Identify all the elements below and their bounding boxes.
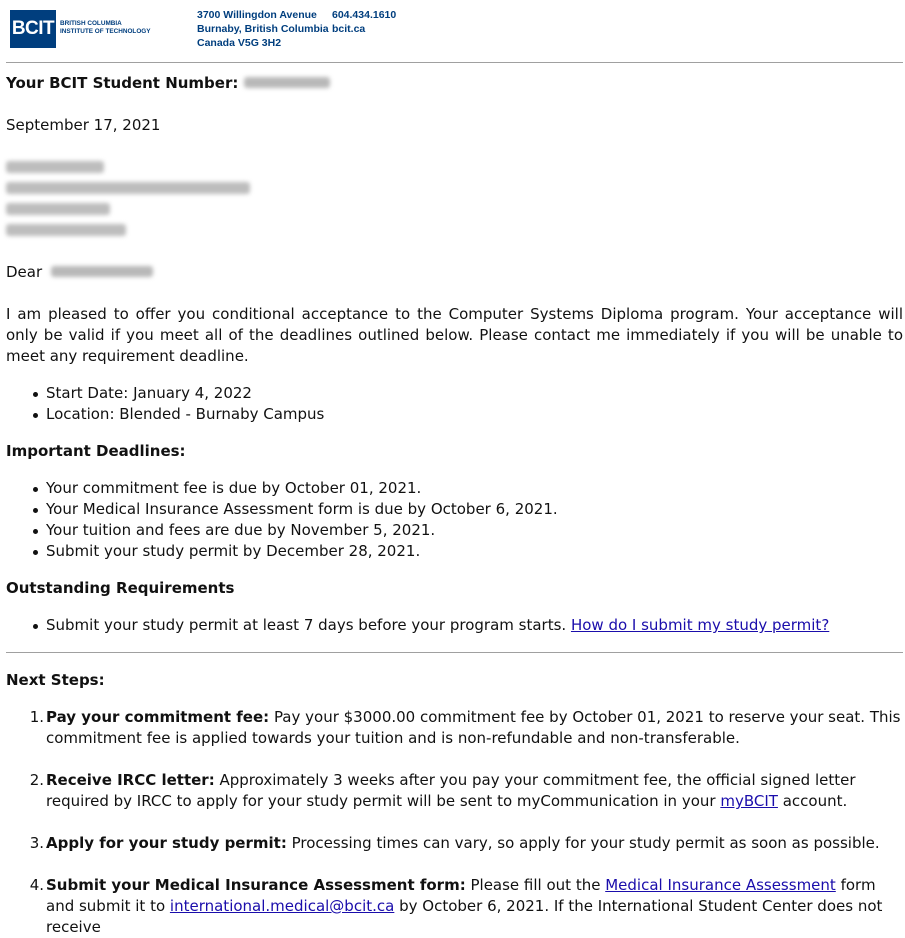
step-body [46, 707, 903, 749]
program-details-list [6, 383, 324, 425]
institution-contact [332, 8, 396, 36]
deadline-item: Submit your study permit by December 28, 2021. [6, 541, 558, 562]
step-number: 1. [29, 708, 44, 726]
address-line-1: 3700 Willingdon Avenue [197, 9, 317, 21]
step-text: Please fill out the [470, 876, 601, 894]
step-title: Submit your Medical Insurance Assessment form: [46, 876, 466, 894]
address-line-2: Burnaby, British Columbia [197, 23, 329, 35]
phone-number: 604.434.1610 [332, 9, 397, 21]
step-text: Pay your $3000.00 commitment fee by October 01, 2021 to reserve your seat. This commitment fee is applied towards your tuition and is non-refundable and non-transferable. [46, 708, 901, 747]
step-body [46, 770, 903, 812]
deadline-item: Your commitment fee is due by October 01, 2021. [6, 478, 558, 499]
redacted-postal [6, 224, 126, 236]
letterhead [0, 0, 905, 60]
mybcit-link[interactable]: myBCIT [720, 792, 778, 810]
step-title: Receive IRCC letter: [46, 771, 215, 789]
salutation: Dear [6, 263, 43, 281]
website: bcit.ca [332, 23, 366, 35]
step-text: form and submit it to [46, 876, 876, 915]
step-3 [6, 833, 903, 854]
intro-paragraph: I am pleased to offer you conditional acceptance to the Computer Systems Diploma program. Your acceptance will only be valid if you meet all of the deadlines outlined below. Please contact me immediately if you will be unable to meet any requirement deadline. [6, 305, 903, 365]
logo-line-2: INSTITUTE OF TECHNOLOGY [60, 28, 151, 35]
address-line-3: Canada V5G 3H2 [197, 37, 282, 49]
header-divider [6, 62, 903, 63]
outstanding-list [6, 615, 829, 636]
logo-line-1: BRITISH COLUMBIA [60, 20, 122, 27]
redacted-student-number [244, 77, 330, 88]
deadlines-heading: Important Deadlines: [6, 442, 186, 460]
start-date-item: Start Date: January 4, 2022 [6, 383, 324, 404]
step-text: Processing times can vary, so apply for your study permit as soon as possible. [291, 834, 880, 852]
step-number: 4. [29, 876, 44, 894]
redacted-city [6, 203, 110, 215]
step-title: Pay your commitment fee: [46, 708, 270, 726]
step-number: 3. [29, 834, 44, 852]
step-body [46, 833, 903, 854]
redacted-name [6, 161, 104, 173]
outstanding-item-text: Submit your study permit at least 7 days before your program starts. [46, 616, 567, 634]
letter-date: September 17, 2021 [6, 116, 161, 134]
study-permit-help-link[interactable]: How do I submit my study permit? [570, 616, 830, 634]
deadline-item: Your Medical Insurance Assessment form is due by October 6, 2021. [6, 499, 558, 520]
step-4 [6, 875, 903, 938]
medical-insurance-form-link[interactable]: Medical Insurance Assessment [605, 876, 836, 894]
medical-email-link[interactable]: international.medical@bcit.ca [169, 897, 395, 915]
institution-address [197, 8, 329, 50]
step-text-end: account. [782, 792, 848, 810]
next-steps-heading: Next Steps: [6, 671, 105, 689]
bcit-logo: BCIT [10, 10, 56, 48]
logo-wordmark [60, 20, 160, 36]
student-number-line [6, 73, 330, 94]
step-text: by October 6, 2021. If the International Student Center does not receive [46, 897, 883, 936]
student-number-label: Your BCIT Student Number: [6, 74, 239, 92]
deadlines-list [6, 478, 558, 562]
location-item: Location: Blended - Burnaby Campus [6, 404, 324, 425]
salutation-line [6, 262, 153, 283]
step-number: 2. [29, 771, 44, 789]
outstanding-item [6, 615, 829, 636]
redacted-street [6, 182, 250, 194]
step-body [46, 875, 903, 938]
step-1 [6, 707, 903, 749]
redacted-recipient-name [51, 266, 153, 277]
step-text: Approximately 3 weeks after you pay your commitment fee, the official signed letter required by IRCC to apply for your study permit will be sent to myCommunication in your [46, 771, 856, 810]
deadline-item: Your tuition and fees are due by November 5, 2021. [6, 520, 558, 541]
section-divider [6, 652, 903, 653]
outstanding-heading: Outstanding Requirements [6, 579, 235, 597]
step-title: Apply for your study permit: [46, 834, 287, 852]
step-2 [6, 770, 903, 812]
